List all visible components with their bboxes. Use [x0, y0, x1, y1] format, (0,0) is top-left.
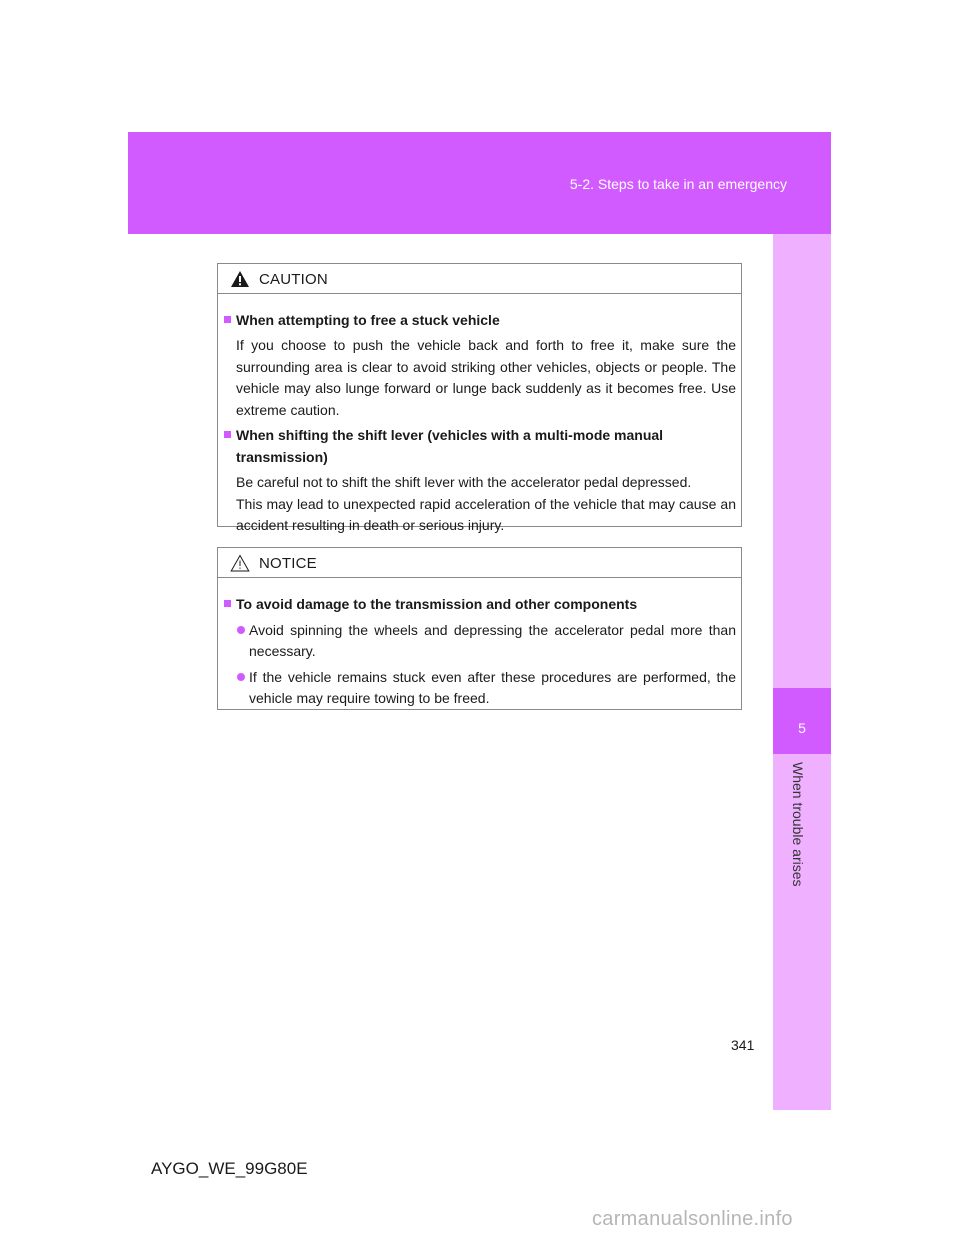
caution-paragraph: If you choose to push the vehicle back and forth to free it, make sure the surrounding area is clear to avoid striking other vehicles, objects or people. The vehicle may also lunge forward or lunge back suddenly as it becomes free. Use extreme caution. [236, 337, 736, 418]
round-bullet-icon [237, 673, 245, 681]
caution-header [218, 264, 741, 294]
caution-box [217, 263, 742, 533]
round-bullet-icon [237, 626, 245, 634]
caution-paragraph: This may lead to unexpected rapid acceleration of the vehicle that may cause an accident resulting in death or serious injury. [236, 495, 736, 533]
notice-box [217, 547, 742, 710]
square-bullet-icon [224, 431, 231, 438]
caution-title: CAUTION [259, 270, 328, 288]
watermark[interactable]: carmanualsonline.info [592, 1208, 793, 1230]
notice-heading [224, 593, 736, 615]
caution-item-heading-text: When attempting to free a stuck vehicle [236, 312, 500, 328]
chapter-tab[interactable] [773, 688, 831, 754]
chapter-number: 5 [798, 720, 806, 736]
notice-header [218, 548, 741, 578]
caution-item-heading [224, 309, 736, 331]
notice-bullet [224, 667, 736, 709]
caution-item-heading-text: When shifting the shift lever (vehicles with a multi-mode manual transmission) [236, 427, 664, 465]
notice-heading-text: To avoid damage to the transmission and other components [236, 596, 638, 612]
square-bullet-icon [224, 600, 231, 607]
square-bullet-icon [224, 316, 231, 323]
caution-item-heading [224, 424, 736, 468]
header-band [128, 132, 831, 234]
notice-bullet [224, 620, 736, 662]
document-code: AYGO_WE_99G80E [151, 1159, 308, 1178]
side-strip [773, 234, 831, 1110]
notice-title: NOTICE [259, 554, 317, 572]
warning-triangle-outline-icon [230, 554, 250, 572]
chapter-label: When trouble arises [790, 762, 806, 887]
notice-bullet-text: Avoid spinning the wheels and depressing the accelerator pedal more than necessary. [249, 622, 736, 659]
notice-bullet-text: If the vehicle remains stuck even after these procedures are performed, the vehicle may require towing to be freed. [249, 669, 736, 706]
section-title: 5-2. Steps to take in an emergency [569, 176, 787, 192]
page-number: 341 [731, 1037, 755, 1053]
caution-paragraph: Be careful not to shift the shift lever with the accelerator pedal depressed. [236, 474, 692, 490]
warning-triangle-filled-icon [230, 270, 250, 288]
